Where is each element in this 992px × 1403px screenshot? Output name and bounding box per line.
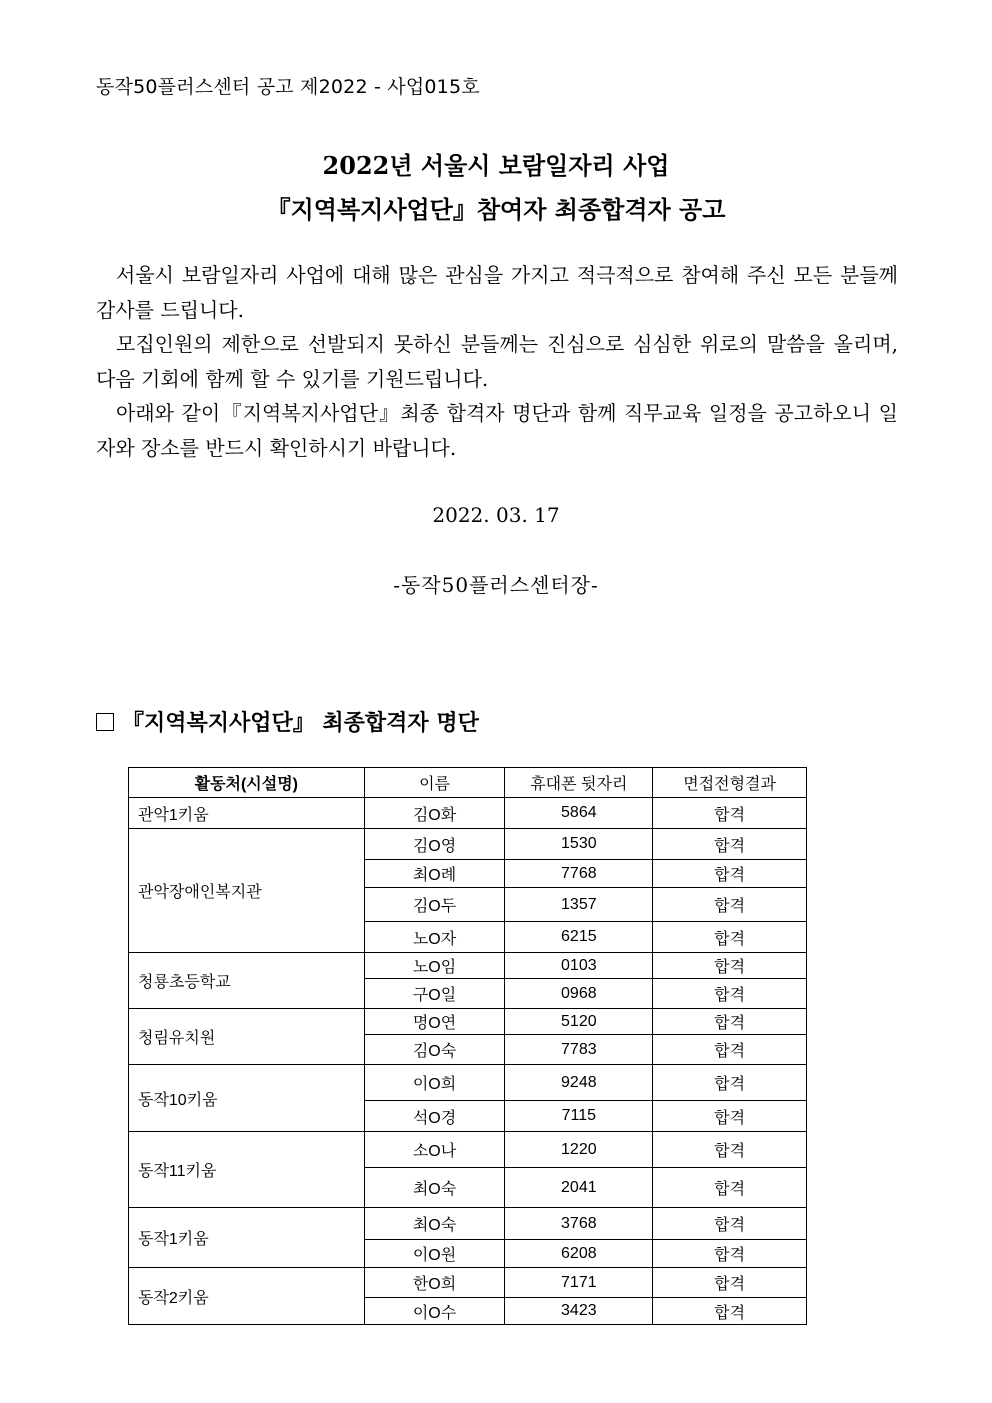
table-body [129, 798, 807, 1325]
cell-name: 김O화 [364, 798, 505, 829]
cell-name: 이O수 [364, 1298, 505, 1325]
announcement-body [96, 258, 898, 465]
cell-phone: 7171 [505, 1268, 653, 1298]
cell-phone: 0103 [505, 953, 653, 979]
page-subtitle: 『지역복지사업단』참여자 최종합격자 공고 [266, 195, 726, 224]
cell-result: 합격 [653, 1168, 807, 1208]
cell-site: 관악1키움 [129, 798, 365, 829]
header-name: 이름 [364, 768, 505, 798]
cell-name: 김O두 [364, 888, 505, 922]
cell-name: 소O나 [364, 1132, 505, 1168]
cell-result: 합격 [653, 922, 807, 953]
cell-result: 합격 [653, 1101, 807, 1132]
cell-phone: 5864 [505, 798, 653, 829]
cell-phone: 0968 [505, 979, 653, 1009]
header-result: 면접전형결과 [653, 768, 807, 798]
cell-phone: 1357 [505, 888, 653, 922]
cell-result: 합격 [653, 1298, 807, 1325]
cell-name: 최O숙 [364, 1168, 505, 1208]
cell-name: 이O원 [364, 1240, 505, 1268]
cell-site: 동작11키움 [129, 1132, 365, 1208]
cell-name: 최O숙 [364, 1208, 505, 1240]
cell-site: 동작2키움 [129, 1268, 365, 1325]
cell-phone: 7783 [505, 1035, 653, 1065]
cell-site: 동작1키움 [129, 1208, 365, 1268]
cell-phone: 7115 [505, 1101, 653, 1132]
finalist-table [128, 767, 807, 1325]
cell-name: 노O임 [364, 953, 505, 979]
issuer: -동작50플러스센터장- [393, 573, 599, 597]
section-title: 『지역복지사업단』 최종합격자 명단 [122, 710, 479, 736]
cell-result: 합격 [653, 798, 807, 829]
cell-name: 석O경 [364, 1101, 505, 1132]
cell-phone: 6208 [505, 1240, 653, 1268]
table-row [129, 953, 807, 979]
cell-name: 김O영 [364, 829, 505, 860]
checkbox-icon [96, 713, 114, 731]
announcement-date: 2022. 03. 17 [432, 503, 560, 527]
cell-phone: 3768 [505, 1208, 653, 1240]
cell-name: 명O연 [364, 1009, 505, 1035]
cell-name: 노O자 [364, 922, 505, 953]
cell-phone: 5120 [505, 1009, 653, 1035]
cell-name: 한O희 [364, 1268, 505, 1298]
cell-site: 청룡초등학교 [129, 953, 365, 1009]
cell-name: 이O희 [364, 1065, 505, 1101]
body-paragraph-3: 아래와 같이『지역복지사업단』최종 합격자 명단과 함께 직무교육 일정을 공고하오니 일자와 장소를 반드시 확인하시기 바랍니다. [96, 401, 898, 460]
cell-site: 관악장애인복지관 [129, 829, 365, 953]
cell-name: 최O례 [364, 860, 505, 888]
cell-result: 합격 [653, 953, 807, 979]
table-row [129, 1065, 807, 1101]
cell-phone: 1530 [505, 829, 653, 860]
cell-result: 합격 [653, 1208, 807, 1240]
cell-phone: 1220 [505, 1132, 653, 1168]
cell-result: 합격 [653, 1132, 807, 1168]
cell-result: 합격 [653, 829, 807, 860]
cell-phone: 2041 [505, 1168, 653, 1208]
header-phone: 휴대폰 뒷자리 [505, 768, 653, 798]
cell-name: 구O일 [364, 979, 505, 1009]
table-row [129, 829, 807, 860]
table-header-row [129, 768, 807, 798]
cell-result: 합격 [653, 979, 807, 1009]
section-heading [96, 706, 479, 737]
cell-phone: 7768 [505, 860, 653, 888]
cell-site: 청림유치원 [129, 1009, 365, 1065]
cell-result: 합격 [653, 888, 807, 922]
body-paragraph-1: 서울시 보람일자리 사업에 대해 많은 관심을 가지고 적극적으로 참여해 주신 모든 분들께 감사를 드립니다. [96, 263, 898, 322]
cell-result: 합격 [653, 1065, 807, 1101]
cell-phone: 9248 [505, 1065, 653, 1101]
body-paragraph-2: 모집인원의 제한으로 선발되지 못하신 분들께는 진심으로 심심한 위로의 말씀을 올리며, 다음 기회에 함께 할 수 있기를 기원드립니다. [96, 332, 898, 391]
table-row [129, 1208, 807, 1240]
cell-site: 동작10키움 [129, 1065, 365, 1132]
cell-result: 합격 [653, 1268, 807, 1298]
header-site: 활동처(시설명) [129, 768, 365, 798]
table-row [129, 1009, 807, 1035]
page-title: 2022년 서울시 보람일자리 사업 [322, 151, 670, 180]
cell-phone: 3423 [505, 1298, 653, 1325]
cell-phone: 6215 [505, 922, 653, 953]
table-row [129, 798, 807, 829]
cell-result: 합격 [653, 1035, 807, 1065]
cell-result: 합격 [653, 860, 807, 888]
cell-result: 합격 [653, 1240, 807, 1268]
cell-result: 합격 [653, 1009, 807, 1035]
table-row [129, 1268, 807, 1298]
table-row [129, 1132, 807, 1168]
document-number: 동작50플러스센터 공고 제2022 - 사업015호 [96, 76, 480, 98]
cell-name: 김O숙 [364, 1035, 505, 1065]
